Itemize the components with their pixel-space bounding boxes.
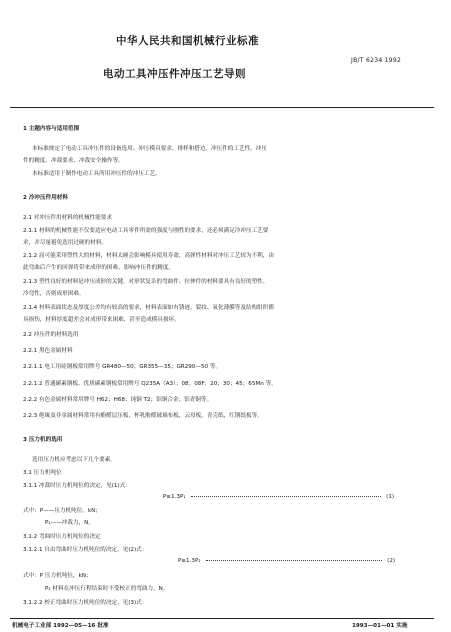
- section-2-heading: 2 冷冲压件用材料: [23, 195, 68, 201]
- equation-2-where: 式中：P 压力机吨位，kN；: [23, 573, 92, 579]
- clause-2-2-1: 2.2.1 黑色金属材料: [23, 348, 73, 354]
- equation-1-p1-definition: P₁——冲裁力，N。: [45, 520, 94, 526]
- clause-3-1-2-2: 3.1.2.2 校正弯曲时压力机吨位的决定，见(3)式：: [23, 600, 148, 606]
- equation-1: P≥1.3P₁: [163, 494, 186, 500]
- clause-3-1-1: 3.1.1 冲裁时压力机吨位的决定，见(1)式：: [23, 483, 131, 489]
- equation-1-where: 式中：P——压力机吨位，kN；: [23, 508, 101, 514]
- clause-2-1: 2.1 对冲压件用材料的机械性能要求: [23, 215, 112, 221]
- equation-1-leader: [191, 496, 381, 497]
- clause-2-1-4-line-2: 具损伤，材料厚度超差会对成形带来困难，甚至造成模具损坏。: [23, 317, 180, 323]
- clause-3-1-2: 3.1.2 弯曲时压力机吨位的决定: [23, 534, 101, 540]
- equation-2-p2-definition: P₂ 材料在冲压行程结束时不受校正的弯曲力，N。: [45, 586, 169, 592]
- clause-2-1-2-line-2: 此弯曲后产生的回弹将带来成形的困难，影响冲压件的精度。: [23, 265, 175, 271]
- equation-2-leader: [206, 560, 382, 561]
- clause-3-1-2-1: 3.1.2.1 自由弯曲时压力机吨位的决定，见(2)式：: [23, 547, 148, 553]
- section-1-heading: 1 主题内容与适用范围: [23, 126, 80, 132]
- clause-2-2: 2.2 冲压件的材料选用: [23, 332, 79, 338]
- section-1-paragraph-1-line-1: 本标准规定了电动工具冲压件的设备选用、冲压模具要求、排样和搭边、冲压件的工艺性、冲压: [32, 146, 267, 152]
- clause-2-1-4-line-1: 2.1.4 材料表面状态及厚度公差均有较高的要求，材料表面如有锈迹、裂纹、氧化薄膜等及结构组织都: [23, 305, 274, 311]
- clause-2-1-1-line-2: 求，并尽量避免选用过硬的材料。: [23, 240, 107, 246]
- clause-2-1-3-line-1: 2.1.3 塑性良好的材料是冲压成形的关键，对形状复杂的弯曲件，拉伸件的材料要具有良好的塑性、: [23, 279, 269, 285]
- equation-2: P≥1.3P₂: [178, 558, 201, 564]
- clause-2-2-1-2: 2.2.1.2 普通碳素钢板、优质碳素钢板常用牌号 Q235A（A3）；08；08F；20；30；45；65Mn 等。: [23, 381, 277, 387]
- standard-organization: 中华人民共和国机械行业标准: [116, 35, 259, 47]
- clause-2-1-1-line-1: 2.1.1 材料的机械性能不仅要适应电动工具零件所需的强度与刚性的要求，还必须满足冷冲压工艺要: [23, 228, 269, 234]
- standard-number: JB/T 6234 1992: [351, 57, 402, 64]
- clause-2-2-2: 2.2.2 有色金属材料常用牌号 H62；H68；纯铜 T2；铝铜合金；铝青铜等。: [23, 397, 213, 403]
- footer-implementation: 1993—01—01 实施: [352, 623, 408, 629]
- footer-approval: 机械电子工业部 1992—05—16 批准: [12, 623, 109, 629]
- footer-divider: [10, 618, 434, 619]
- equation-2-row: [178, 558, 395, 564]
- section-1-paragraph-2: 本标准适用于制作电动工具所用冲压件的冲压工艺。: [32, 171, 161, 177]
- clause-3-1: 3.1 压力机吨位: [23, 470, 62, 476]
- clause-2-1-2-line-1: 2.1.2 屈可能采用塑性大的材料，材料太硬会影响模具使用寿命，高弹性材料对冲压工艺较为不利，由: [23, 253, 274, 259]
- header-divider: [10, 107, 434, 108]
- section-3-heading: 3 压力机的选用: [23, 437, 63, 443]
- document-title: 电动工具冲压件冲压工艺导则: [103, 68, 246, 80]
- equation-1-number: (1): [386, 494, 395, 500]
- section-1-paragraph-1-line-2: 件的精度、冲裁要求、冲裁安全操作等。: [23, 158, 124, 164]
- clause-2-2-1-1: 2.2.1.1 电工用硅钢板常用牌号 GR480—50；GR355—35；GR290—50 等。: [23, 364, 222, 370]
- equation-1-row: [163, 494, 394, 500]
- clause-2-2-3: 2.2.3 绝缘及非金属材料常用有酚醛层压板，杯乳酚醛玻璃布板，云母板，青壳纸，红钢纸板等。: [23, 413, 263, 419]
- section-3-intro: 选用压力机应考虑以下几个要素。: [32, 457, 116, 463]
- clause-2-1-3-line-2: 冷弯性，否则成形困难。: [23, 291, 85, 297]
- equation-2-number: (2): [387, 558, 396, 564]
